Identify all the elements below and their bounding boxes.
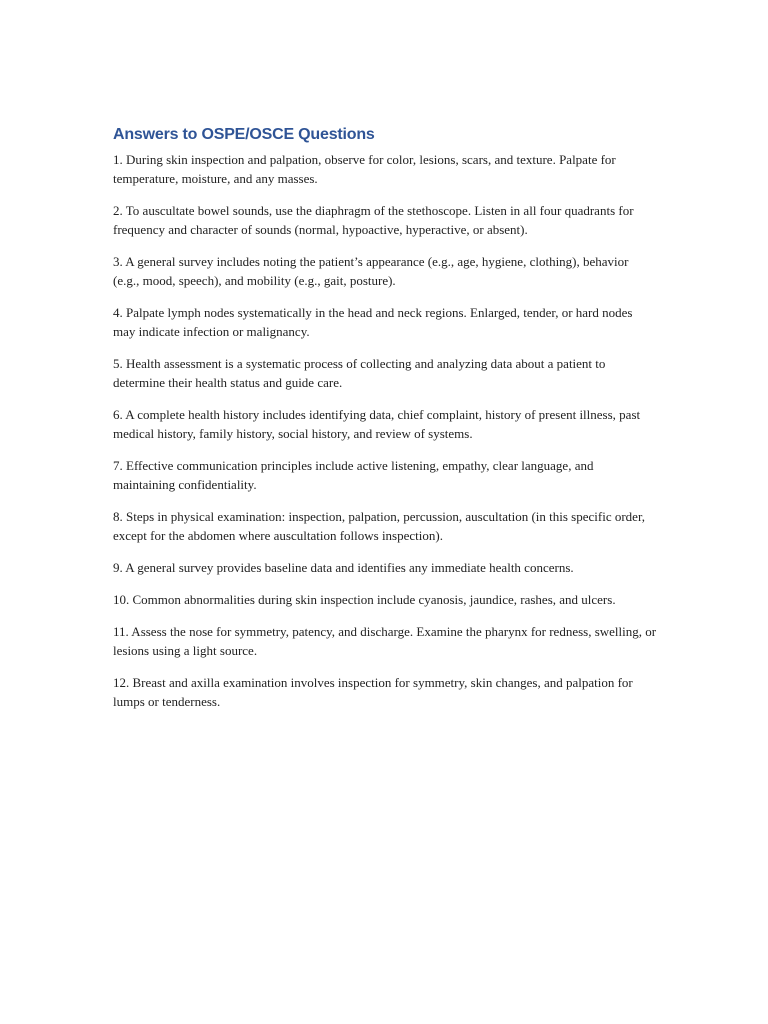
document-content (113, 124, 658, 724)
answer-paragraph-9: 9. A general survey provides baseline data and identifies any immediate health concerns. (113, 560, 574, 575)
answer-paragraph-11: 11. Assess the nose for symmetry, patency, and discharge. Examine the pharynx for redness, swelling, or lesions using a light source. (113, 624, 657, 658)
answers-list (113, 150, 658, 711)
answer-paragraph-3: 3. A general survey includes noting the patient’s appearance (e.g., age, hygiene, clothing), behavior (e.g., mood, speech), and mobility (e.g., gait, posture). (113, 254, 629, 288)
answer-paragraph-7: 7. Effective communication principles include active listening, empathy, clear language, and maintaining confidentiality. (113, 458, 594, 492)
answer-paragraph-6: 6. A complete health history includes identifying data, chief complaint, history of present illness, past medical history, family history, social history, and review of systems. (113, 407, 641, 441)
answer-paragraph-10: 10. Common abnormalities during skin inspection include cyanosis, jaundice, rashes, and ulcers. (113, 592, 616, 607)
answer-paragraph-4: 4. Palpate lymph nodes systematically in the head and neck regions. Enlarged, tender, or hard nodes may indicate infection or malignancy. (113, 305, 633, 339)
document-title: Answers to OSPE/OSCE Questions (113, 126, 375, 143)
answer-paragraph-5: 5. Health assessment is a systematic process of collecting and analyzing data about a patient to determine their health status and guide care. (113, 356, 606, 390)
answer-paragraph-1: 1. During skin inspection and palpation, observe for color, lesions, scars, and texture. Palpate for temperature, moisture, and any masses. (113, 152, 616, 186)
answer-paragraph-2: 2. To auscultate bowel sounds, use the diaphragm of the stethoscope. Listen in all four quadrants for frequency and character of sounds (normal, hypoactive, hyperactive, or absent). (113, 203, 634, 237)
answer-paragraph-12: 12. Breast and axilla examination involves inspection for symmetry, skin changes, and palpation for lumps or tenderness. (113, 675, 633, 709)
answer-paragraph-8: 8. Steps in physical examination: inspection, palpation, percussion, auscultation (in this specific order, except for the abdomen where auscultation follows inspection). (113, 509, 646, 543)
